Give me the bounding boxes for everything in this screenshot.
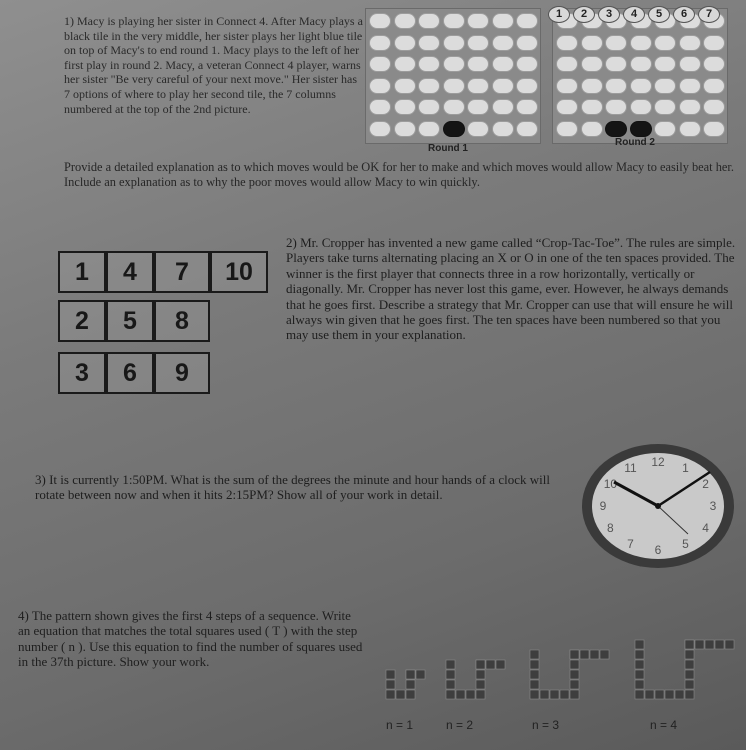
board-slot [654, 35, 676, 51]
clock-image [578, 442, 736, 570]
pattern-square [386, 690, 395, 699]
pattern-square [635, 670, 644, 679]
crop-tac-toe-cell: 2 [58, 300, 106, 342]
q1-instructions-text: Provide a detailed explanation as to which moves would be OK for her to make and which moves would allow Macy to easily beat her. Include an explanation as to why the poor moves would allow Macy to win quickly. [64, 160, 734, 189]
board-slot [369, 13, 391, 29]
pattern-square [530, 690, 539, 699]
pattern-square [416, 670, 425, 679]
board-slot [654, 99, 676, 115]
pattern-square [725, 640, 734, 649]
pattern-square [560, 690, 569, 699]
board-slot [703, 56, 725, 72]
clock-numeral: 9 [599, 499, 607, 513]
crop-tac-toe-cell: 6 [106, 352, 154, 394]
board-slot [492, 78, 514, 94]
step-label-3: n = 3 [532, 718, 560, 732]
board-slot [605, 99, 627, 115]
pattern-square [530, 670, 539, 679]
board-slot [418, 121, 440, 137]
pattern-square [600, 650, 609, 659]
pattern-square [635, 650, 644, 659]
board-slot [605, 121, 627, 137]
board-slot [369, 121, 391, 137]
board-slot [703, 121, 725, 137]
connect4-board-round1 [365, 8, 541, 144]
pattern-square [446, 690, 455, 699]
pattern-square [675, 690, 684, 699]
pattern-square [645, 690, 654, 699]
step-label-4: n = 4 [650, 718, 678, 732]
board-slot [443, 35, 465, 51]
board-slot [556, 99, 578, 115]
pattern-square [476, 660, 485, 669]
board-slot [630, 78, 652, 94]
board-slot [679, 35, 701, 51]
board-slot [581, 99, 603, 115]
board-slot [679, 78, 701, 94]
board-slot [369, 56, 391, 72]
pattern-square [446, 670, 455, 679]
pattern-square [386, 670, 395, 679]
round2-label: Round 2 [615, 137, 655, 148]
column-number: 4 [623, 6, 645, 23]
board-slot [630, 99, 652, 115]
board-slot [492, 99, 514, 115]
pattern-square [540, 690, 549, 699]
board-slot [516, 35, 538, 51]
crop-tac-toe-cell: 1 [58, 251, 106, 293]
pattern-square [685, 660, 694, 669]
board-slot [443, 56, 465, 72]
board-slot [418, 56, 440, 72]
board-slot [516, 13, 538, 29]
pattern-square [665, 690, 674, 699]
board-slot [679, 99, 701, 115]
board-slot [369, 35, 391, 51]
pattern-square [550, 690, 559, 699]
pattern-square [570, 660, 579, 669]
q3-text: 3) It is currently 1:50PM. What is the sum of the degrees the minute and hour hands of a clock will rotate between now and when it hits 2:15PM? Show all of your work in detail. [35, 472, 550, 503]
board-slot [516, 121, 538, 137]
pattern-square [685, 680, 694, 689]
board-slot [418, 13, 440, 29]
board-slot [492, 56, 514, 72]
pattern-square [496, 660, 505, 669]
clock-numeral: 5 [682, 537, 689, 552]
board-slot [516, 99, 538, 115]
board-slot [556, 35, 578, 51]
board-slot [443, 78, 465, 94]
clock-numeral: 3 [709, 499, 717, 513]
pattern-square [476, 670, 485, 679]
board-slot [605, 35, 627, 51]
clock-numeral: 11 [624, 460, 637, 475]
board-slot [467, 78, 489, 94]
board-slot [418, 35, 440, 51]
pattern-square [476, 690, 485, 699]
board-slot [369, 99, 391, 115]
column-number: 2 [573, 6, 595, 23]
column-number: 1 [548, 6, 570, 23]
board-slot [394, 35, 416, 51]
crop-tac-toe-cell: 3 [58, 352, 106, 394]
board-slot [467, 35, 489, 51]
column-number: 3 [598, 6, 620, 23]
pattern-square [590, 650, 599, 659]
board-slot [581, 121, 603, 137]
column-number: 5 [648, 6, 670, 23]
board-slot [467, 13, 489, 29]
board-slot [654, 121, 676, 137]
board-slot [605, 78, 627, 94]
q4-text: 4) The pattern shown gives the first 4 steps of a sequence. Write an equation that matches the total squares used ( T ) with the step number ( n ). Use this equation to find the number of squares used in the 37th picture. Show your work. [18, 608, 363, 670]
pattern-square [466, 690, 475, 699]
board-slot [679, 56, 701, 72]
pattern-square [685, 640, 694, 649]
pattern-square [635, 680, 644, 689]
pattern-square [476, 680, 485, 689]
pattern-square [570, 680, 579, 689]
board-slot [630, 56, 652, 72]
board-slot [394, 121, 416, 137]
board-slot [516, 56, 538, 72]
pattern-square [685, 650, 694, 659]
pattern-square [570, 690, 579, 699]
pattern-square [570, 650, 579, 659]
pattern-square [715, 640, 724, 649]
pattern-square [446, 680, 455, 689]
pattern-square [705, 640, 714, 649]
crop-tac-toe-cell: 10 [210, 251, 268, 293]
board-slot [581, 35, 603, 51]
crop-tac-toe-cell: 8 [154, 300, 210, 342]
column-numbers [548, 6, 728, 24]
crop-tac-toe-cell: 4 [106, 251, 154, 293]
pattern-square [446, 660, 455, 669]
board-slot [556, 56, 578, 72]
pattern-square [655, 690, 664, 699]
board-slot [703, 78, 725, 94]
pattern-square [406, 690, 415, 699]
board-slot [443, 99, 465, 115]
board-slot [443, 13, 465, 29]
pattern-square [635, 690, 644, 699]
square-pattern-figure [380, 610, 746, 705]
board-slot [703, 35, 725, 51]
pattern-square [685, 670, 694, 679]
board-slot [418, 78, 440, 94]
pattern-square [570, 670, 579, 679]
pattern-square [530, 660, 539, 669]
board-slot [467, 121, 489, 137]
step-label-2: n = 2 [446, 718, 474, 732]
pattern-square [635, 640, 644, 649]
clock-numeral: 1 [682, 460, 689, 475]
board-slot [467, 99, 489, 115]
board-slot [369, 78, 391, 94]
crop-tac-toe-cell: 7 [154, 251, 210, 293]
board-slot [492, 35, 514, 51]
board-slot [516, 78, 538, 94]
board-slot [492, 13, 514, 29]
board-slot [467, 56, 489, 72]
crop-tac-toe-cell: 9 [154, 352, 210, 394]
clock-numeral: 6 [654, 543, 662, 557]
column-number: 7 [698, 6, 720, 23]
board-slot [654, 56, 676, 72]
clock-numeral: 7 [627, 537, 634, 552]
pattern-square [685, 690, 694, 699]
pattern-square [635, 660, 644, 669]
board-slot [630, 121, 652, 137]
board-slot [654, 78, 676, 94]
board-slot [581, 78, 603, 94]
pattern-square [486, 660, 495, 669]
board-slot [679, 121, 701, 137]
board-slot [492, 121, 514, 137]
pattern-square [406, 670, 415, 679]
board-slot [703, 99, 725, 115]
board-slot [581, 56, 603, 72]
column-number: 6 [673, 6, 695, 23]
board-slot [443, 121, 465, 137]
crop-tac-toe-cell: 5 [106, 300, 154, 342]
pattern-square [396, 690, 405, 699]
board-slot [394, 13, 416, 29]
board-slot [394, 56, 416, 72]
q1-intro-text: 1) Macy is playing her sister in Connect 4. After Macy plays a black tile in the very middle, her sister plays her light blue tile on top of Macy's to end round 1. Macy plays to the left of her first play in round 2. Macy, a veteran Connect 4 player, warns her sister "Be very careful of your next move." Her sister has 7 options of where to play her second tile, the 7 columns numbered at the top of the 2nd picture. [64, 14, 363, 116]
clock-numeral: 8 [607, 521, 614, 535]
clock-numeral: 10 [603, 477, 618, 491]
pattern-square [386, 680, 395, 689]
board-slot [556, 121, 578, 137]
clock-numeral: 12 [651, 455, 665, 469]
step-label-1: n = 1 [386, 718, 414, 732]
clock-numeral: 2 [702, 477, 709, 491]
pattern-square [580, 650, 589, 659]
clock-numeral: 4 [702, 521, 709, 535]
q2-text: 2) Mr. Cropper has invented a new game called “Crop-Tac-Toe”. The rules are simple. Players take turns alternating placing an X or O in one of the ten spaces provided. The winner is the first player that connects three in a row horizontally, vertically or diagonally. Mr. Cropper has never lost this game, ever. However, he always demands that he goes first. Describe a strategy that Mr. Cropper can use that will ensure he will always win given that he goes first. The ten spaces have been numbered so that you may use them in your explanation. [286, 235, 736, 343]
pattern-square [530, 650, 539, 659]
round1-label: Round 1 [428, 143, 468, 154]
connect4-board-round2 [552, 8, 728, 144]
board-slot [556, 78, 578, 94]
board-slot [394, 78, 416, 94]
board-slot [630, 35, 652, 51]
board-slot [418, 99, 440, 115]
board-slot [605, 56, 627, 72]
board-slot [394, 99, 416, 115]
pattern-square [695, 640, 704, 649]
pattern-square [456, 690, 465, 699]
pattern-square [406, 680, 415, 689]
pattern-square [530, 680, 539, 689]
